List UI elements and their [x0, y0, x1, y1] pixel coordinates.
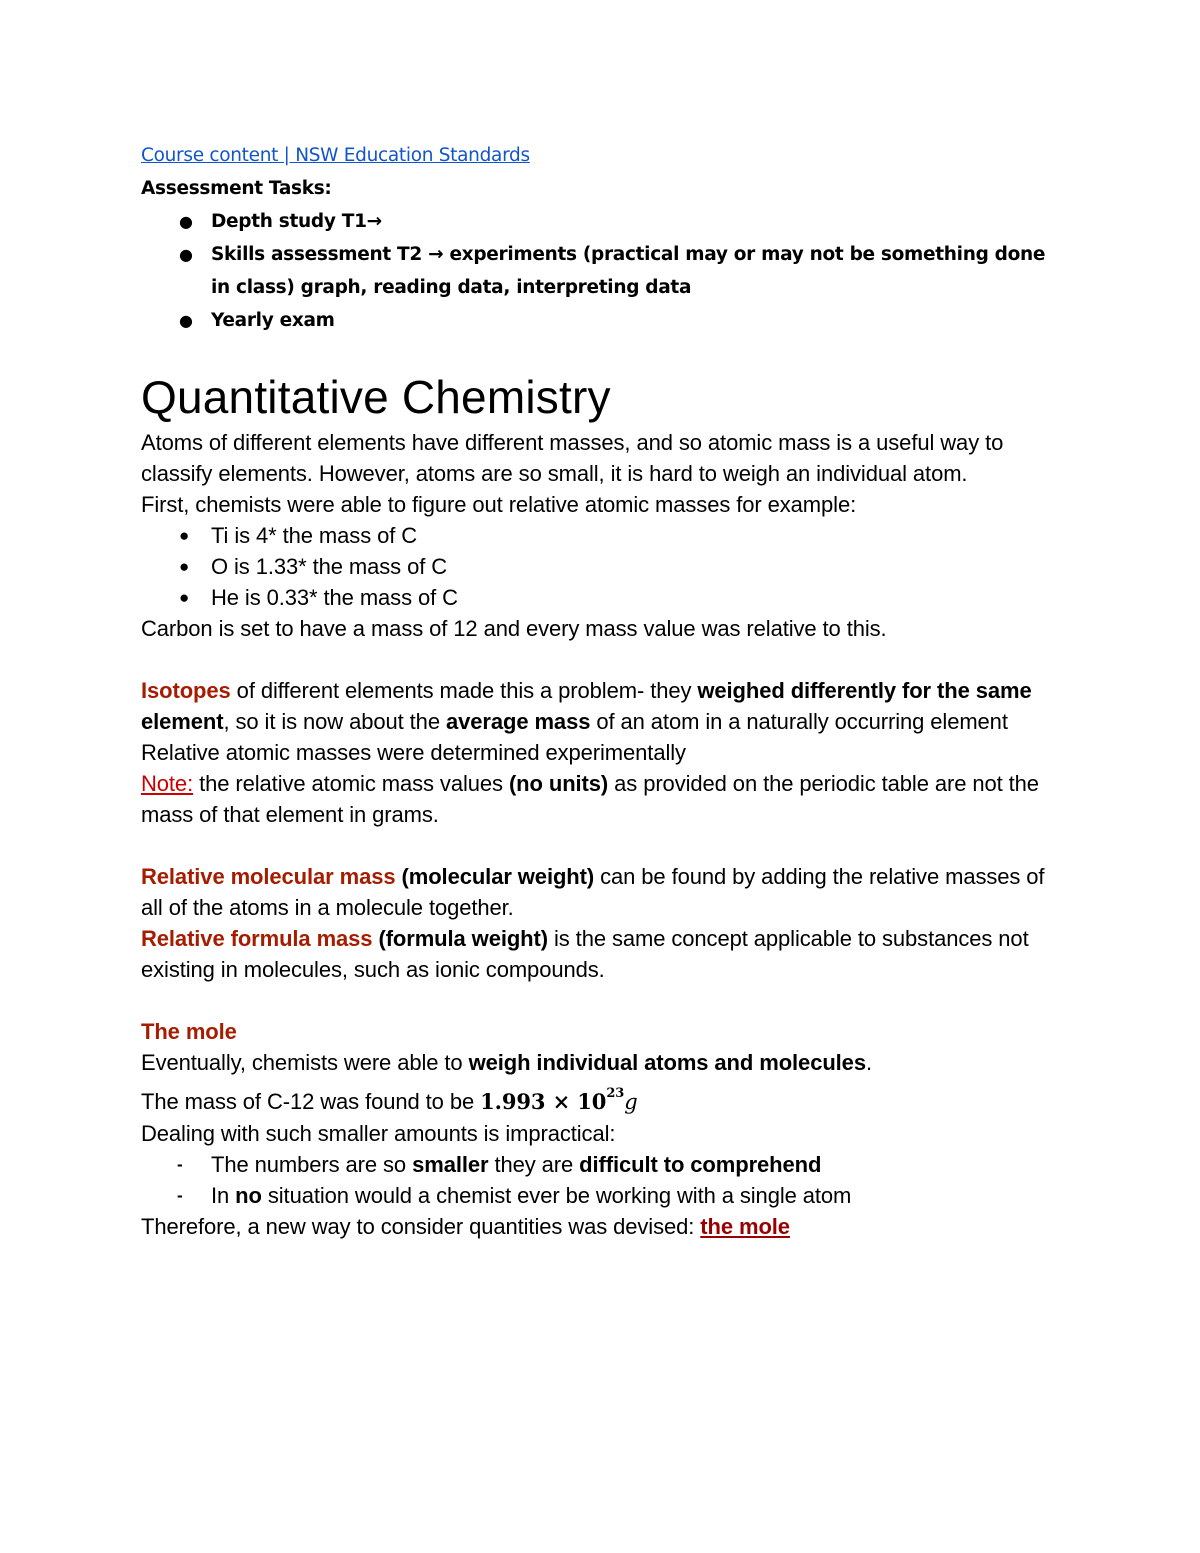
dash-bullet-icon: -: [177, 1155, 183, 1174]
c12-mass-formula: $1.993 \times 10^{23}g$: [480, 1086, 638, 1114]
list-item: [141, 520, 1061, 551]
bullet-icon: ●: [179, 245, 193, 264]
dealing-line: Dealing with such smaller amounts is impractical:: [141, 1121, 616, 1146]
page-title: Quantitative Chemistry: [141, 371, 611, 423]
assessment-list: [141, 205, 1061, 337]
list-item: [141, 205, 1061, 238]
intro-first-line: First, chemists were able to figure out relative atomic masses for example:: [141, 492, 857, 517]
bullet-icon: ●: [179, 212, 193, 231]
task-yearly-exam: Yearly exam: [211, 310, 335, 331]
molecular-mass-paragraph: Relative molecular mass (molecular weight) can be found by adding the relative masses of all of the atoms in a molecule together.: [141, 864, 1045, 920]
formula-mass-paragraph: Relative formula mass (formula weight) is the same concept applicable to substances not existing in molecules, such as ionic compounds.: [141, 926, 1029, 982]
isotopes-term: Isotopes: [141, 678, 231, 703]
example-text: O is 1.33* the mass of C: [211, 554, 448, 579]
list-item: - The numbers are so smaller they are difficult to comprehend: [141, 1149, 1061, 1180]
spacer: [141, 830, 1061, 861]
note-label: Note:: [141, 771, 194, 796]
list-item: - In no situation would a chemist ever be working with a single atom: [141, 1180, 1061, 1211]
spacer: [141, 644, 1061, 675]
eventually-line: Eventually, chemists were able to weigh individual atoms and molecules.: [141, 1050, 872, 1075]
molecular-mass-term: Relative molecular mass: [141, 864, 396, 889]
intro-paragraph: Atoms of different elements have different masses, and so atomic mass is a useful way to classify elements. However, atoms are so small, it is hard to weigh an individual atom.: [141, 430, 1004, 486]
task-depth-study: Depth study T1→: [211, 211, 382, 232]
therefore-line: Therefore, a new way to consider quantities was devised: the mole: [141, 1214, 790, 1239]
list-item: [141, 238, 1061, 304]
dash-bullet-icon: -: [177, 1186, 183, 1205]
bullet-icon: ●: [179, 311, 193, 330]
bullet-icon: ●: [179, 557, 190, 576]
task-skills-assessment: Skills assessment T2 →: [211, 244, 450, 265]
assessment-heading: Assessment Tasks:: [141, 178, 332, 199]
the-mole-term: the mole: [700, 1214, 790, 1239]
formula-mass-term: Relative formula mass: [141, 926, 373, 951]
c12-mass-line: The mass of C-12 was found to be $1.993 \times 10^{23}g$: [141, 1086, 638, 1114]
document-content: [141, 140, 1061, 1242]
body-text: [141, 427, 1061, 1242]
experimental-line: Relative atomic masses were determined experimentally: [141, 740, 686, 765]
carbon-line: Carbon is set to have a mass of 12 and every mass value was relative to this.: [141, 616, 887, 641]
list-item: [141, 551, 1061, 582]
example-text: Ti is 4* the mass of C: [211, 523, 418, 548]
example-text: He is 0.33* the mass of C: [211, 585, 458, 610]
impractical-reasons-list: [141, 1149, 1061, 1211]
bullet-icon: ●: [179, 526, 190, 545]
bullet-icon: ●: [179, 588, 190, 607]
task-skills-detail: experiments (practical may or may not be something done in class) graph, reading data, interpreting data: [211, 244, 1046, 298]
relative-mass-examples: [141, 520, 1061, 613]
list-item: [141, 304, 1061, 337]
isotopes-paragraph: Isotopes of different elements made this a problem- they weighed differently for the same element, so it is now about the average mass of an atom in a naturally occurring element: [141, 678, 1032, 734]
spacer: [141, 985, 1061, 1016]
note-paragraph: Note: the relative atomic mass values (no units) as provided on the periodic table are not the mass of that element in grams.: [141, 771, 1039, 827]
list-item: [141, 582, 1061, 613]
course-content-link[interactable]: Course content | NSW Education Standards: [141, 145, 530, 166]
mole-heading: The mole: [141, 1019, 237, 1044]
